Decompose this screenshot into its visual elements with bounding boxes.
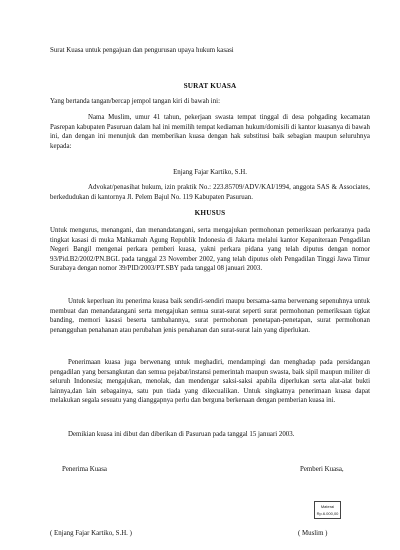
attorney-paragraph: Advokat/penasihat hukum, izin praktik No.: 223.85709/ADV/KAI/1994, anggota SAS & Associates, berkedudukan di kantornya Jl. Pelem Bajul No. 119 Kabupaten Pasuruan. [50, 184, 370, 201]
intro-text: Yang bertanda tangan/bercap jempol tangan kiri di bawah ini: [50, 98, 220, 105]
recipient-name: ( Enjang Fajar Kartiko, S.H. ) [50, 530, 132, 537]
body-paragraph-1: Untuk mengurus, menangani, dan menandatangani, serta mengajukan permohonan pemeriksaan perkaranya pada tingkat kasasi di muka Mahkamah Agung Republik Indonesia di Jakarta melalui kantor Kepaniteraan Pengadilan Negeri Bangil mengenai perkara pemberi kuasa, yakni perkara pidana yang telah diputus dengan nomor 93/Pid.B2/2002/PN.BGL pada tanggal 23 November 2002, yang telah diputus oleh Pengadilan Tinggi Jawa Timur Surabaya dengan nomor 39/PID/2003/PT.SBY pada tanggal 08 januari 2003. [50, 227, 370, 273]
recipient-label: Penerima Kuasa [62, 466, 107, 473]
attorney-name: Enjang Fajar Kartiko, S.H. [173, 169, 247, 176]
body-paragraph-2: Untuk keperluan itu penerima kuasa baik sendiri-sendiri maupu bersama-sama berwenang sepenuhnya untuk membuat dan menandatangani serta mengajukan semua surat-surat seperti surat permohonan pemeriksaan tigkat banding, memori kasasi beserta tambahannya, surat permohonan penetapan-penetapan, surat permohonan penangguhan penahanan atau perubahan jenis penahanan dan surat-surat lain yang diperlukan. [50, 298, 370, 334]
grantor-label: Pemberi Kuasa, [300, 466, 344, 473]
revenue-stamp [314, 501, 341, 519]
grantor-paragraph: Nama Muslim, umur 41 tahun, pekerjaan swasta tempat tinggal di desa pohgading kecamatan Pasrepan kabupaten Pasuruan dalam hal ini memilih tempat kediaman hukum/domisili di kantor kuasanya di bawah ini, dan dengan ini menunjuk dan memberikan kuasa dengan hak substitusi baik sebagian maupun seluruhnya kepada: [50, 114, 370, 150]
body-paragraph-3: Penerimaan kuasa juga berwenang untuk meghadiri, mendampingi dan menghadap pada persidangan pengadilan yang bersangkutan dan semua pejabat/instansi pemerintah maupun swasta, baik sipil maupun militer di seluruh Indonesia; mengajukan, menolak, dan mendengar saksi-saksi apabila diperlukan serta alat-alat bukti lainnya,dan lain sebagainya, satu pun tiada yang dikecualikan. Untuk singkatnya penerimaan kuasa dapat melakukan segala sesuatu yang dianggapnya perlu dan berguna berkenaan dengan pemberian kuasa ini. [50, 359, 370, 405]
grantor-name: ( Muslim ) [298, 530, 328, 537]
stamp-label: Materai [320, 504, 335, 509]
closing-statement: Demikian kuasa ini dibut dan diberikan di Pasuruan pada tanggal 15 januari 2003. [68, 431, 295, 438]
section-title: KHUSUS [194, 209, 226, 217]
header-note: Surat Kuasa untuk pengajuan dan pengurusan upaya hukum kasasi [50, 47, 234, 54]
stamp-value: Rp.6.000,00 [316, 511, 339, 516]
document-title: SURAT KUASA [183, 82, 237, 90]
